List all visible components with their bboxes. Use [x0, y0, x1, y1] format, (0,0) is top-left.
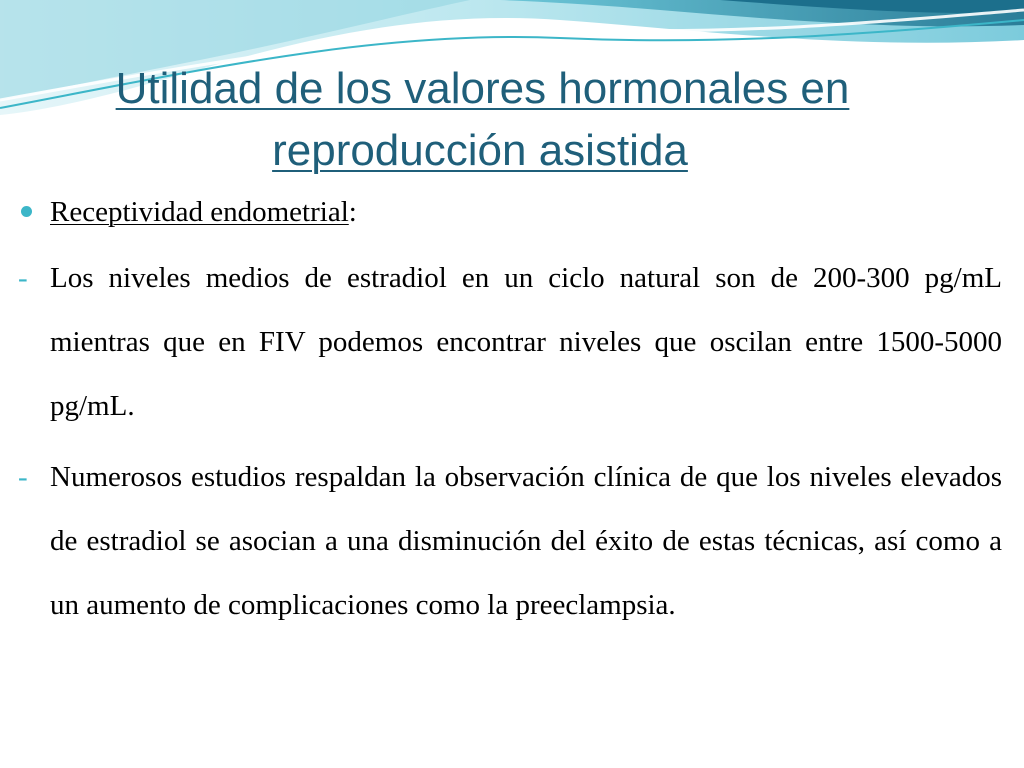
bullet-suffix: : — [348, 196, 357, 228]
paragraph-estradiol-levels: Los niveles medios de estradiol en un ciclo natural son de 200-300 pg/mL mientras que en FIV podemos encontrar niveles que oscilan entre 1500-5000 pg/mL. — [50, 262, 1002, 422]
bullet-dot-icon — [21, 206, 32, 217]
title-line-2: reproducción asistida — [272, 126, 688, 175]
title-line-1: Utilidad de los valores hormonales en — [115, 64, 850, 113]
bullet-text — [50, 194, 357, 230]
slide-title — [0, 58, 960, 182]
paragraph-studies: Numerosos estudios respaldan la observación clínica de que los niveles elevados de estradiol se asocian a una disminución del éxito de estas técnicas, así como a un aumento de complicaciones como la preeclampsia. — [50, 461, 1002, 621]
bullet-label: Receptividad endometrial — [50, 196, 349, 228]
dash-marker: - — [18, 461, 28, 493]
dash-marker: - — [18, 262, 28, 294]
